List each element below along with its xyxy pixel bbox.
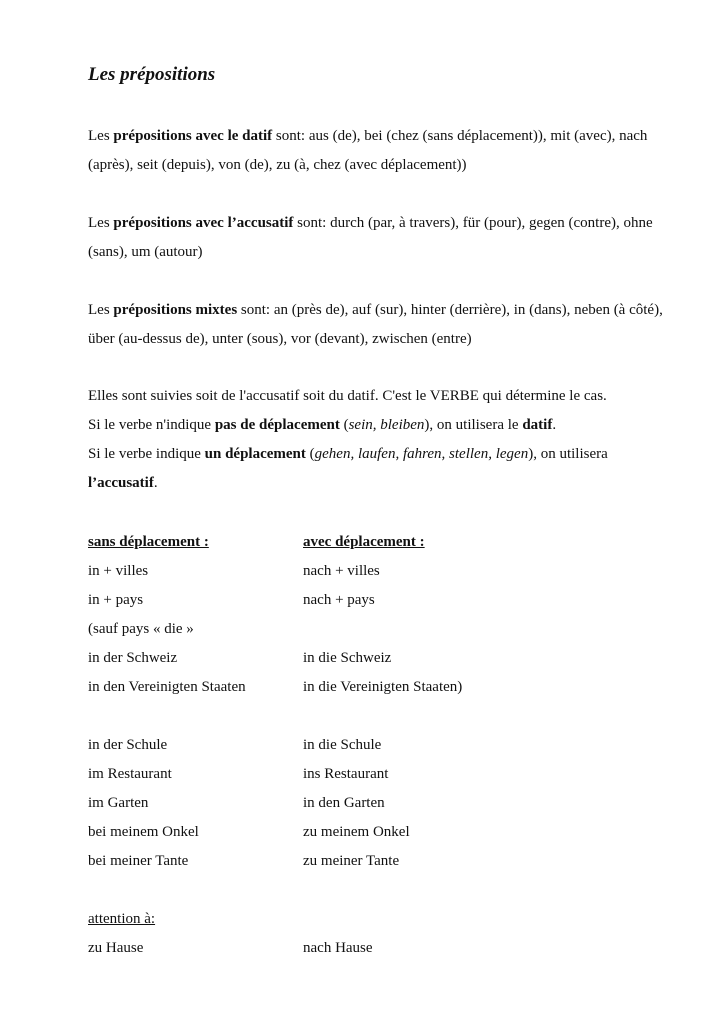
text: Si le verbe indique — [88, 446, 205, 462]
text: ), on utilisera le — [424, 417, 523, 433]
cell-right: nach + pays — [303, 592, 375, 608]
cell-right: nach Hause — [303, 940, 373, 956]
table-row — [88, 615, 648, 644]
table-row — [88, 789, 648, 818]
cell-right: nach + villes — [303, 563, 380, 579]
cell-left: in der Schule — [88, 737, 168, 753]
cell-right: ins Restaurant — [303, 766, 389, 782]
table-row — [88, 847, 648, 876]
cell-right: in die Vereinigten Staaten) — [303, 679, 463, 695]
text: Les — [88, 302, 114, 318]
cell-right: zu meinem Onkel — [303, 824, 410, 840]
text: sont: durch (par, à travers), für (pour), gegen (contre), ohne (sans), um (autour) — [88, 215, 653, 260]
italic-examples: gehen, laufen, fahren, stellen, legen — [314, 446, 529, 462]
text: Les — [88, 128, 114, 144]
italic-examples: sein, bleiben — [348, 417, 425, 433]
bold-term: prépositions avec le datif — [113, 128, 273, 144]
bold-term: pas de déplacement — [214, 417, 340, 433]
bold-term: prépositions mixtes — [113, 302, 238, 318]
cell-left: bei meiner Tante — [88, 853, 189, 869]
cell-left: im Restaurant — [88, 766, 172, 782]
table-header-row — [88, 528, 648, 557]
table-row — [88, 644, 648, 673]
cell-left: im Garten — [88, 795, 149, 811]
rule-line-3 — [88, 440, 663, 498]
cell-left: in den Vereinigten Staaten — [88, 679, 246, 695]
bold-term: l’accusatif — [88, 475, 154, 491]
text: sont: an (près de), auf (sur), hinter (derrière), in (dans), neben (à côté), über (au-dessus de), unter (sous), vor (devant), zwischen (entre) — [88, 302, 663, 347]
paragraph-dative — [88, 122, 663, 180]
paragraph-mixed — [88, 296, 663, 354]
cell-left: in + villes — [88, 563, 149, 579]
text: Les — [88, 215, 114, 231]
cell-left: in + pays — [88, 592, 144, 608]
text: ( — [339, 417, 349, 433]
spacer — [88, 876, 648, 905]
table-row — [88, 731, 648, 760]
text: ), on utilisera — [528, 446, 608, 462]
attention-row — [88, 905, 648, 934]
table-row — [88, 673, 648, 702]
rule-line-2 — [88, 411, 663, 440]
text: . — [552, 417, 557, 433]
paragraph-accusative — [88, 209, 663, 267]
header-avec-deplacement: avec déplacement : — [303, 534, 425, 550]
table-row — [88, 760, 648, 789]
cell-left: zu Hause — [88, 940, 144, 956]
text: . — [153, 475, 158, 491]
page-title: Les prépositions — [88, 64, 216, 85]
bold-term: prépositions avec l’accusatif — [113, 215, 294, 231]
attention-label: attention à: — [88, 911, 156, 927]
table-row — [88, 586, 648, 615]
rule-line-1: Elles sont suivies soit de l'accusatif soit du datif. C'est le VERBE qui détermine le cas. — [88, 388, 607, 404]
text: Si le verbe n'indique — [88, 417, 215, 433]
cell-right: zu meiner Tante — [303, 853, 400, 869]
cell-left: in der Schweiz — [88, 650, 178, 666]
comparison-table — [88, 528, 648, 963]
bold-term: un déplacement — [204, 446, 306, 462]
table-row — [88, 934, 648, 963]
cell-left: (sauf pays « die » — [88, 621, 194, 637]
paragraph-rule — [88, 382, 663, 498]
table-row — [88, 557, 648, 586]
text: sont: aus (de), bei (chez (sans déplacement)), mit (avec), nach (après), seit (depuis), von (de), zu (à, chez (avec déplacement)) — [88, 128, 648, 173]
header-sans-deplacement: sans déplacement : — [88, 534, 209, 550]
table-row — [88, 818, 648, 847]
cell-right: in die Schule — [303, 737, 382, 753]
spacer — [88, 702, 648, 731]
text: ( — [305, 446, 315, 462]
bold-term: datif — [522, 417, 553, 433]
cell-right: in die Schweiz — [303, 650, 392, 666]
cell-right: in den Garten — [303, 795, 385, 811]
cell-left: bei meinem Onkel — [88, 824, 199, 840]
